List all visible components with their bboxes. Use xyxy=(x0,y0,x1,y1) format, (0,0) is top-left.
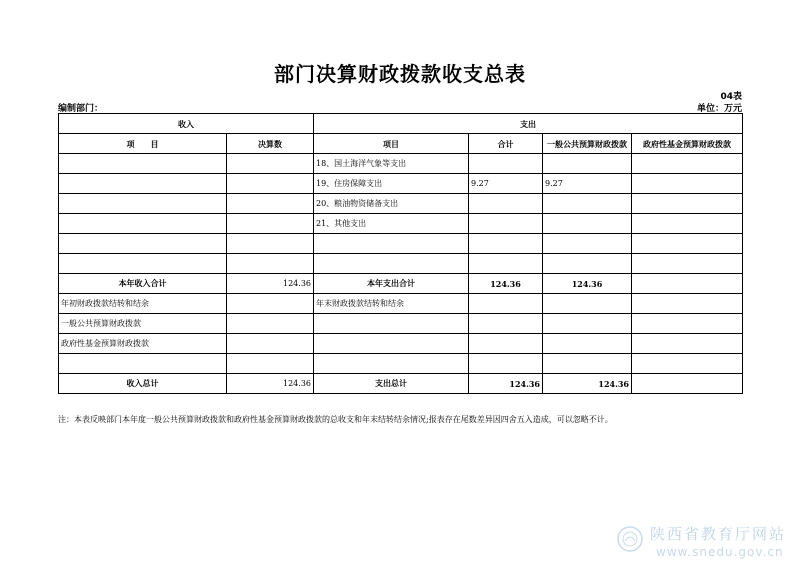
table-row xyxy=(59,154,743,174)
year-total-row xyxy=(59,274,743,294)
fiscal-summary-table xyxy=(58,113,743,394)
gov-fund-header: 政府性基金预算财政拨款 xyxy=(632,134,743,154)
expense-general xyxy=(543,154,632,174)
general-budget-header: 一般公共预算财政拨款 xyxy=(543,134,632,154)
grand-total-row xyxy=(59,374,743,394)
table-row xyxy=(59,194,743,214)
expense-header: 支出 xyxy=(314,114,743,134)
table-row xyxy=(59,174,743,194)
year-expense-label: 本年支出合计 xyxy=(314,274,469,294)
table-subheader-row xyxy=(59,134,743,154)
expense-total xyxy=(469,214,543,234)
carry-gov-fund-label: 政府性基金预算财政拨款 xyxy=(59,334,227,354)
grand-expense-label: 支出总计 xyxy=(314,374,469,394)
carry-row xyxy=(59,294,743,314)
footnote: 注：本表反映部门本年度一般公共预算财政拨款和政府性基金预算财政拨款的总收支和年末结转结余情况;报表存在尾数差异因四舍五入造成，可以忽略不计。 xyxy=(58,415,613,424)
emblem-icon xyxy=(616,525,644,553)
carry-fund-row xyxy=(59,334,743,354)
site-watermark xyxy=(616,521,796,561)
form-code: 04表 xyxy=(720,92,742,102)
income-header: 收入 xyxy=(59,114,314,134)
table-row xyxy=(59,354,743,374)
expense-item: 19、住房保障支出 xyxy=(314,174,469,194)
table-row xyxy=(59,214,743,234)
expense-general: 9.27 xyxy=(543,174,632,194)
expense-item: 20、粮油物资储备支出 xyxy=(314,194,469,214)
begin-carry-label: 年初财政拨款结转和结余 xyxy=(59,294,227,314)
expense-item-header: 项目 xyxy=(314,134,469,154)
expense-total xyxy=(469,194,543,214)
expense-item: 21、其他支出 xyxy=(314,214,469,234)
expense-general xyxy=(543,194,632,214)
expense-total xyxy=(469,154,543,174)
watermark-name: 陕西省教育厅网站 xyxy=(650,525,787,543)
grand-income-value: 124.36 xyxy=(227,374,314,394)
year-income-label: 本年收入合计 xyxy=(59,274,227,294)
year-income-value: 124.36 xyxy=(227,274,314,294)
year-expense-total: 124.36 xyxy=(469,274,543,294)
page-title: 部门决算财政拨款收支总表 xyxy=(274,62,526,86)
grand-expense-general: 124.36 xyxy=(543,374,632,394)
total-header: 合计 xyxy=(469,134,543,154)
watermark-url: www.snedu.gov.cn xyxy=(656,545,784,559)
table-row xyxy=(59,254,743,274)
income-item-header: 项 目 xyxy=(59,134,227,154)
carry-general-row xyxy=(59,314,743,334)
unit-label: 单位：万元 xyxy=(696,104,742,114)
expense-item: 18、国土海洋气象等支出 xyxy=(314,154,469,174)
end-carry-label: 年末财政拨款结转和结余 xyxy=(314,294,469,314)
grand-expense-total: 124.36 xyxy=(469,374,543,394)
carry-general-label: 一般公共预算财政拨款 xyxy=(59,314,227,334)
grand-income-label: 收入总计 xyxy=(59,374,227,394)
expense-total: 9.27 xyxy=(469,174,543,194)
org-label: 编制部门： xyxy=(58,104,104,114)
table-row xyxy=(59,234,743,254)
final-amount-header: 决算数 xyxy=(227,134,314,154)
table-header-row xyxy=(59,114,743,134)
expense-general xyxy=(543,214,632,234)
year-expense-general: 124.36 xyxy=(543,274,632,294)
